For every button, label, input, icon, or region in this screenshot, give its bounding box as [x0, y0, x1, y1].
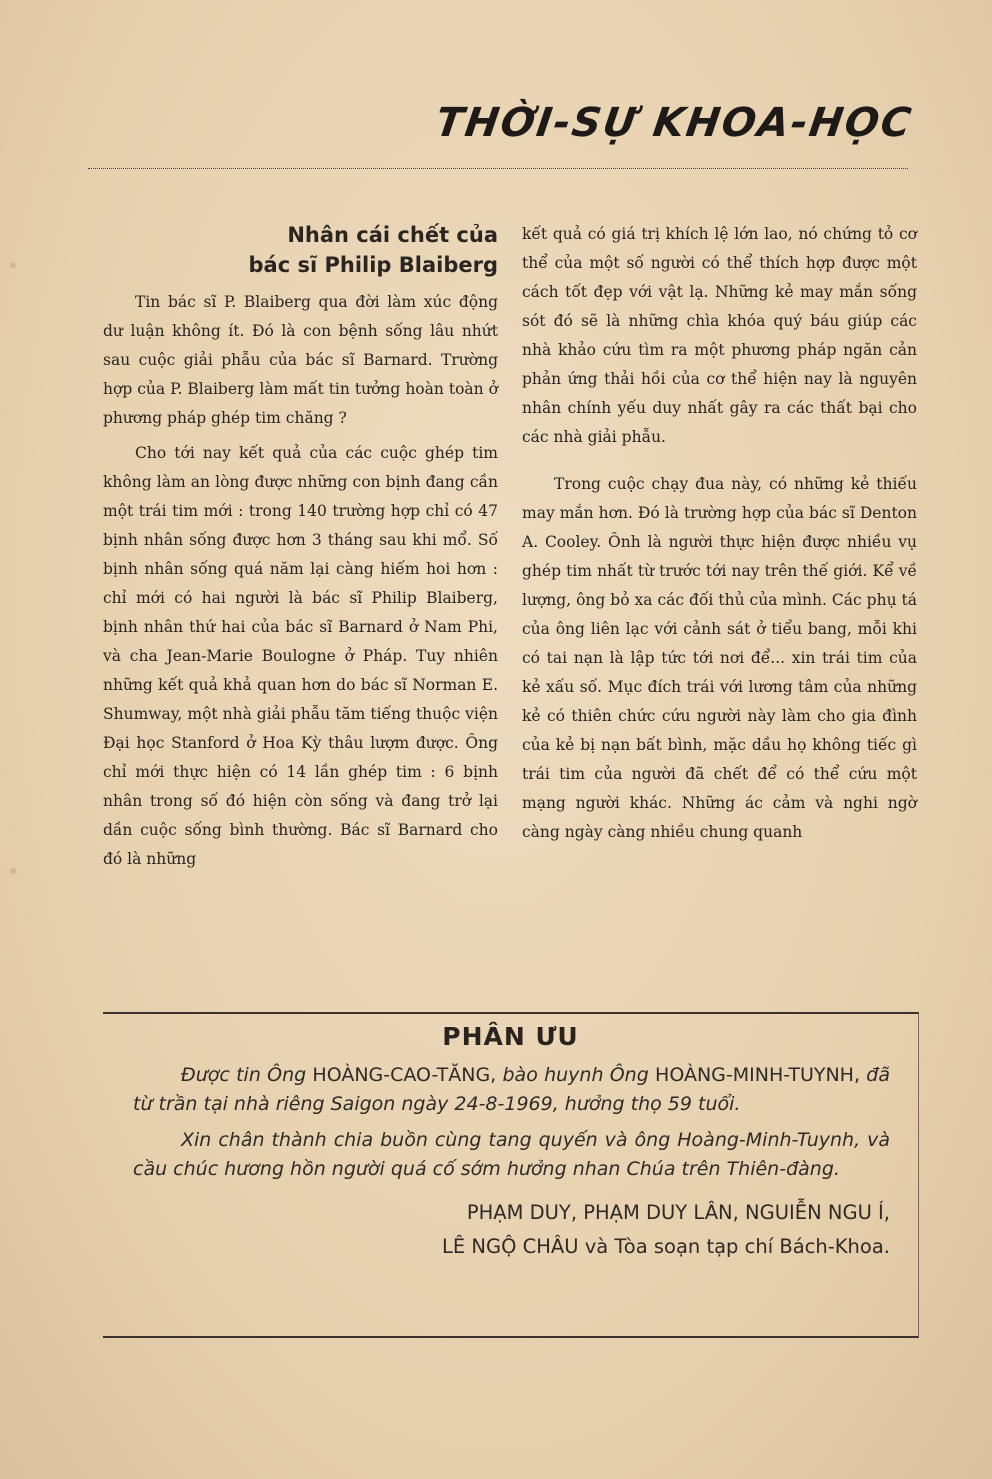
condolence-title: PHÂN ƯU — [442, 1022, 579, 1051]
signatory-name: LÊ NGỘ CHÂU — [442, 1235, 579, 1258]
condolence-text: đã từ trần tại nhà riêng Saigon ngày 24-8-1969, hưởng thọ 59 tuổi. — [133, 1064, 890, 1115]
signatories-line2 — [133, 1230, 890, 1264]
condolence-body — [103, 1051, 918, 1264]
article-column-right — [522, 220, 917, 847]
paper-stain — [10, 868, 16, 874]
condolence-announcement — [133, 1061, 890, 1119]
section-masthead: THỜI-SỰ KHOA-HỌC — [432, 100, 916, 146]
brother-name: HOÀNG-MINH-TUYNH, — [655, 1064, 861, 1086]
condolence-text: bào huynh Ông — [496, 1064, 656, 1086]
article-paragraph-continued: kết quả có giá trị khích lệ lớn lao, nó chứng tỏ cơ thể của một số người có thể thích hợp được một cách tốt đẹp với vật lạ. Những kẻ may mắn sống sót đó sẽ là những chìa khóa quý báu giúp các nhà khảo cứu tìm ra một phương pháp ngăn cản phản ứng thải hồi của cơ thể hiện nay là nguyên nhân chính yếu duy nhất gây ra các thất bại cho các nhà giải phẫu. — [522, 225, 917, 446]
condolence-message-text: Xin chân thành chia buồn cùng tang quyến và ông Hoàng-Minh-Tuynh, và cầu chúc hương hồn người quá cố sớm hưởng nhan Chúa trên Thiên-đàng. — [133, 1129, 890, 1180]
condolence-box — [103, 1012, 919, 1338]
signatories-line1: PHẠM DUY, PHẠM DUY LÂN, NGUIỄN NGU Í, — [466, 1201, 890, 1224]
deceased-name: HOÀNG-CAO-TĂNG, — [312, 1064, 497, 1086]
condolence-message — [133, 1126, 890, 1184]
article-column-left — [103, 220, 498, 874]
paper-stain — [10, 262, 16, 268]
magazine-name: Bách-Khoa. — [779, 1235, 890, 1258]
article-title-line2: bác sĩ Philip Blaiberg — [248, 253, 498, 277]
condolence-text: Được tin Ông — [181, 1064, 313, 1086]
article-title — [103, 220, 498, 280]
signatory-connector: và Tòa soạn tạp chí — [578, 1235, 780, 1258]
article-paragraph: Cho tới nay kết quả của các cuộc ghép tim không làm an lòng được những con bịnh đang cần một trái tim mới : trong 140 trường hợp chỉ có 47 bịnh nhân sống được hơn 3 tháng sau khi mổ. Số bịnh nhân sống quá năm lại càng hiếm hoi hơn : chỉ mới có hai người là bác sĩ Philip Blaiberg, bịnh nhân thứ hai của bác sĩ Barnard ở Nam Phi, và cha Jean-Marie Boulogne ở Pháp. Tuy nhiên những kết quả khả quan hơn do bác sĩ Norman E. Shumway, một nhà giải phẫu tăm tiếng thuộc viện Đại học Stanford ở Hoa Kỳ thâu lượm được. Ông chỉ mới thực hiện có 14 lần ghép tim : 6 bịnh nhân trong số đó hiện còn sống và đang trở lại dần cuộc sống bình thường. Bác sĩ Barnard cho đó là những — [103, 444, 498, 868]
masthead-divider — [88, 168, 908, 169]
article-title-line1: Nhân cái chết của — [287, 223, 498, 247]
condolence-signatories — [133, 1196, 890, 1264]
article-paragraph: Tin bác sĩ P. Blaiberg qua đời làm xúc động dư luận không ít. Đó là con bệnh sống lâu nhứt sau cuộc giải phẫu của bác sĩ Barnard. Trường hợp của P. Blaiberg làm mất tin tưởng hoàn toàn ở phương pháp ghép tim chăng ? — [103, 293, 498, 427]
article-paragraph: Trong cuộc chạy đua này, có những kẻ thiếu may mắn hơn. Đó là trường hợp của bác sĩ Denton A. Cooley. Ônh là người thực hiện được nhiều vụ ghép tim nhất từ trước tới nay trên thế giới. Kể về lượng, ông bỏ xa các đối thủ của mình. Các phụ tá của ông liên lạc với cảnh sát ở tiểu bang, mỗi khi có tai nạn là lập tức tới nơi để... xin trái tim của kẻ xấu số. Mục đích trái với lương tâm của những kẻ có thiên chức cứu người này làm cho gia đình của kẻ bị nạn bất bình, mặc dầu họ không tiếc gì trái tim của người đã chết để có thể cứu một mạng người khác. Những ác cảm và nghi ngờ càng ngày càng nhiều chung quanh — [522, 475, 917, 841]
